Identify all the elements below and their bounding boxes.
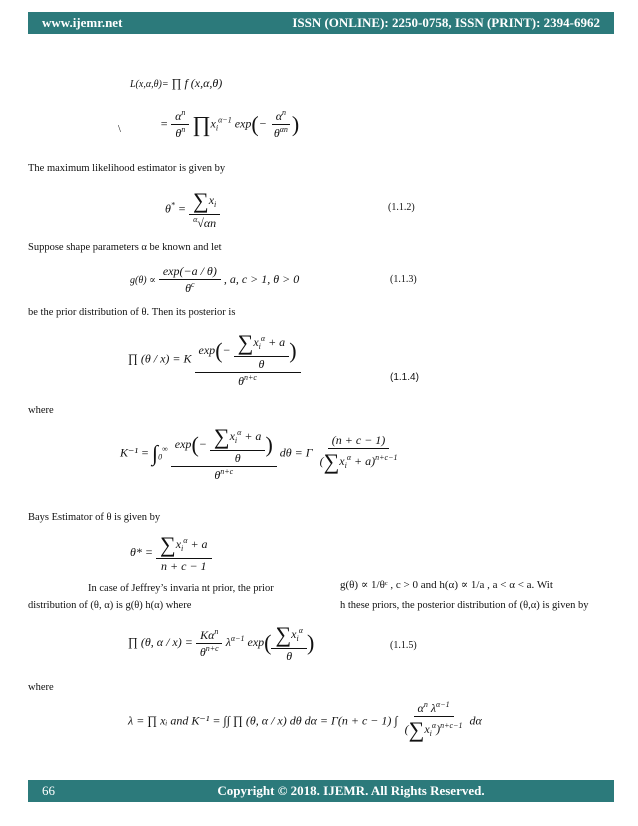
posterior-equation: ∏ (θ / x) = K exp(− $\frac{\sum x_i^\alpha + a}{\theta}$ ) $\theta^{n+c}$ xyxy=(128,330,301,389)
journal-url: www.ijemr.net xyxy=(42,15,123,30)
page-number: 66 xyxy=(42,783,55,798)
where-label-2: where xyxy=(28,682,54,693)
jeffrey-line-2: distribution of (θ, α) is g(θ) h(α) where xyxy=(28,600,192,611)
bays-sentence: Bays Estimator of θ is given by xyxy=(28,512,161,523)
likelihood-equation: L(x,α,θ)= ∏ f (x,α,θ) xyxy=(130,76,223,90)
priors-definition-line: g(θ) ∝ 1/θᶜ , c > 0 and h(α) ∝ 1/a , a < α < a. Wit xyxy=(340,579,553,591)
eq-number-114: (1.1.4) xyxy=(390,372,419,383)
eq-number-112: (1.1.2) xyxy=(388,202,415,213)
stray-backslash: \ xyxy=(118,124,121,135)
likelihood-expansion: = $\frac{\alpha^n}{\theta^n}$ $\prod x_i^{\alpha-1}$ exp(− $\frac{\alpha^n}{\theta^{\alpha n}}$ ) xyxy=(160,108,300,140)
suppose-sentence: Suppose shape parameters α be known and let xyxy=(28,242,222,253)
lambda-k-equation: λ = ∏ xᵢ and K⁻¹ = ∫∫ ∏ (θ, α / x) dθ dα = Γ(n + c − 1) ∫ $\frac{\alpha^n \lambda^{\alpha-1}}{(\sum x_i^\alpha)^{n+c-1}}$ dα xyxy=(128,700,482,742)
jeffrey-line-1: In case of Jeffrey’s invaria nt prior, the prior xyxy=(88,583,274,594)
page-footer xyxy=(28,780,614,802)
bays-estimator-equation: θ* = $\frac{\sum x_i^\alpha + a}{n + c - 1}$ xyxy=(130,532,212,574)
copyright-text: Copyright © 2018. IJEMR. All Rights Reserved. xyxy=(217,783,485,798)
priors-posterior-line: h these priors, the posterior distribution of (θ,α) is given by xyxy=(340,600,589,611)
joint-posterior-equation: ∏ (θ, α / x) = $\frac{K\alpha^n}{\theta^{n+c}}$ $\lambda^{\alpha-1}$ exp( $\frac{\sum x_i^\alpha}{\theta}$ ) xyxy=(128,622,315,663)
prior-sentence: be the prior distribution of θ. Then its posterior is xyxy=(28,307,236,318)
mle-equation: θ* = $\frac{\sum x_i}{^\alpha√\alpha n}$ xyxy=(165,188,220,231)
eq-number-115: (1.1.5) xyxy=(390,640,417,651)
issn-text: ISSN (ONLINE): 2250-0758, ISSN (PRINT): 2394-6962 xyxy=(292,15,600,30)
where-label-1: where xyxy=(28,405,54,416)
page-header xyxy=(28,12,614,34)
mle-sentence: The maximum likelihood estimator is given by xyxy=(28,163,226,174)
prior-equation: g(θ) ∝ $\frac{\exp(-a / \theta)}{\theta^c}$ , a, c > 1, θ > 0 xyxy=(130,264,300,295)
normalizing-constant-equation: $K^{-1} = \int_0^\infty$ exp(− $\frac{\sum x_i^\alpha + a}{\theta}$ ) $\theta^{n+c}$ dθ = Γ $\frac{(n + c - 1)}{(\sum x_i^\alpha + a)^{n+c-1}}$ xyxy=(120,424,398,482)
eq-number-113: (1.1.3) xyxy=(390,274,417,285)
